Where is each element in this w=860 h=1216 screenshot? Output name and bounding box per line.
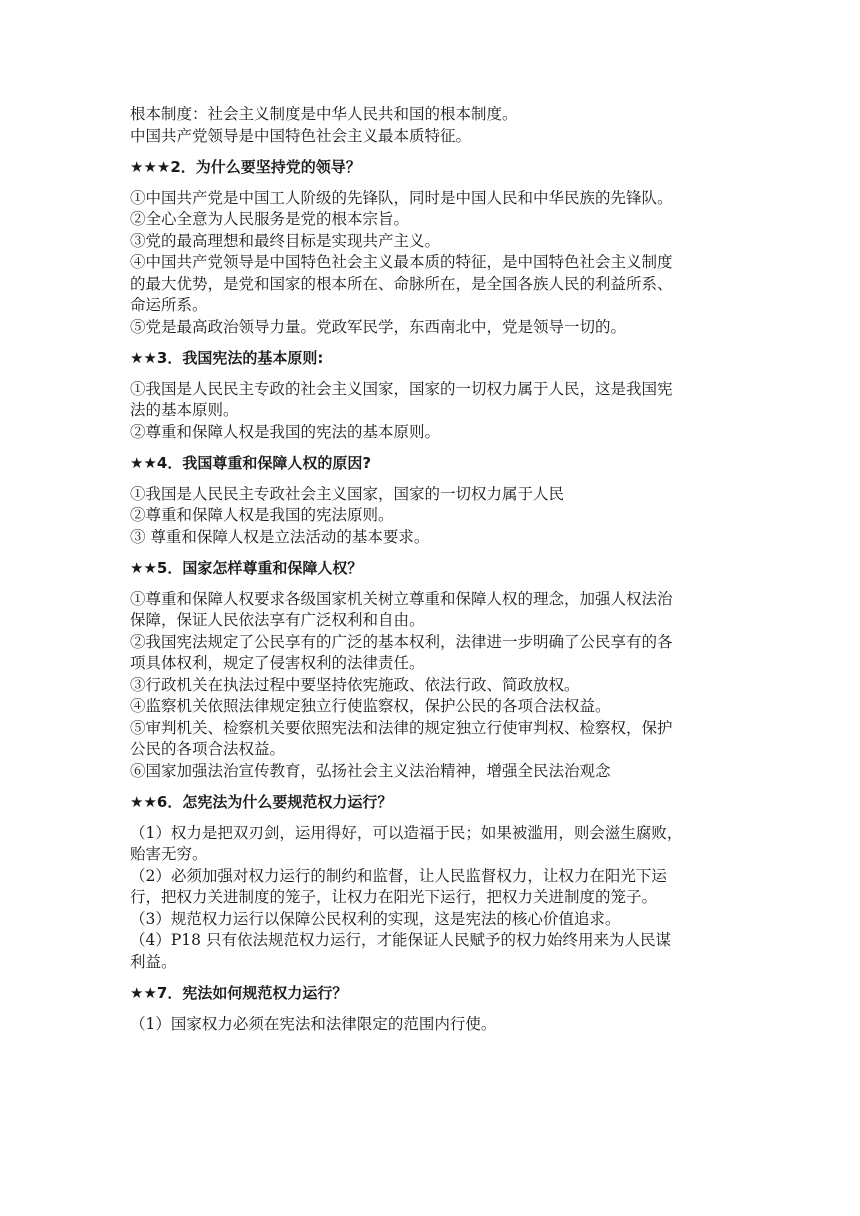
section-line: ①我国是人民民主专政的社会主义国家，国家的一切权力属于人民，这是我国宪 — [130, 379, 673, 398]
section-line: ②尊重和保障人权是我国的宪法原则。 — [130, 506, 394, 524]
section-4 — [130, 453, 735, 548]
section-line: ②我国宪法规定了公民享有的广泛的基本权利，法律进一步明确了公民享有的各 — [130, 632, 673, 651]
section-3 — [130, 348, 735, 443]
section-line: ②尊重和保障人权是我国的宪法的基本原则。 — [130, 422, 441, 441]
section-line: ⑤审判机关、检察机关要依照宪法和法律的规定独立行使审判权、检察权，保护 — [130, 718, 673, 737]
section-line: ④中国共产党领导是中国特色社会主义最本质的特征，是中国特色社会主义制度 — [130, 253, 673, 271]
section-line: ⑥国家加强法治宣传教育，弘扬社会主义法治精神，增强全民法治观念 — [130, 761, 611, 780]
section-line: （2）必须加强对权力运行的制约和监督，让人民监督权力，让权力在阳光下运 — [130, 866, 667, 885]
section-line: （1）权力是把双刃剑，运用得好，可以造福于民；如果被滥用，则会滋生腐败， — [130, 823, 683, 842]
document-page — [130, 104, 735, 1035]
section-heading: ★★5．国家怎样尊重和保障人权？ — [130, 559, 363, 577]
section-line: ④监察机关依照法律规定独立行使监察权，保护公民的各项合法权益。 — [130, 697, 611, 715]
section-line: ①我国是人民民主专政社会主义国家，国家的一切权力属于人民 — [130, 484, 565, 503]
section-heading: ★★★2．为什么要坚持党的领导？ — [130, 158, 361, 176]
section-line: 法的基本原则。 — [130, 401, 239, 419]
section-line: 项具体权利，规定了侵害权利的法律责任。 — [130, 654, 425, 672]
section-line: 命运所系。 — [130, 296, 208, 314]
section-line: （1）国家权力必须在宪法和法律限定的范围内行使。 — [130, 1014, 497, 1033]
section-line: 贻害无穷。 — [130, 845, 208, 863]
section-7 — [130, 983, 735, 1035]
section-heading: ★★6．怎宪法为什么要规范权力运行？ — [130, 793, 393, 811]
section-line: 公民的各项合法权益。 — [130, 740, 286, 758]
section-line: ①尊重和保障人权要求各级国家机关树立尊重和保障人权的理念，加强人权法治 — [130, 589, 673, 608]
section-line: （4）P18 只有依法规范权力运行，才能保证人民赋予的权力始终用来为人民谋 — [130, 931, 671, 949]
intro-line: 根本制度：社会主义制度是中华人民共和国的根本制度。 — [130, 105, 518, 123]
intro-line: 中国共产党领导是中国特色社会主义最本质特征。 — [130, 126, 472, 145]
section-line: 利益。 — [130, 952, 177, 971]
section-6 — [130, 792, 735, 973]
section-line: 行，把权力关进制度的笼子，让权力在阳光下运行，把权力关进制度的笼子。 — [130, 888, 658, 906]
section-line: ⑤党是最高政治领导力量。党政军民学，东西南北中，党是领导一切的。 — [130, 317, 627, 336]
section-line: 保障，保证人民依法享有广泛权利和自由。 — [130, 611, 425, 629]
section-5 — [130, 558, 735, 782]
section-line: ③ 尊重和保障人权是立法活动的基本要求。 — [130, 527, 430, 546]
section-line: ③行政机关在执法过程中要坚持依宪施政、依法行政、简政放权。 — [130, 675, 580, 694]
section-line: ③党的最高理想和最终目标是实现共产主义。 — [130, 231, 441, 250]
section-heading: ★★4．我国尊重和保障人权的原因? — [130, 454, 372, 472]
intro-block — [130, 104, 735, 147]
section-heading: ★★3．我国宪法的基本原则: — [130, 349, 324, 367]
section-heading: ★★7．宪法如何规范权力运行？ — [130, 984, 348, 1002]
section-2 — [130, 157, 735, 338]
section-line: ②全心全意为人民服务是党的根本宗旨。 — [130, 210, 410, 228]
section-line: ①中国共产党是中国工人阶级的先锋队，同时是中国人民和中华民族的先锋队。 — [130, 188, 673, 207]
section-line: 的最大优势，是党和国家的根本所在、命脉所在，是全国各族人民的利益所系、 — [130, 274, 673, 293]
section-line: （3）规范权力运行以保障公民权利的实现，这是宪法的核心价值追求。 — [130, 909, 621, 928]
